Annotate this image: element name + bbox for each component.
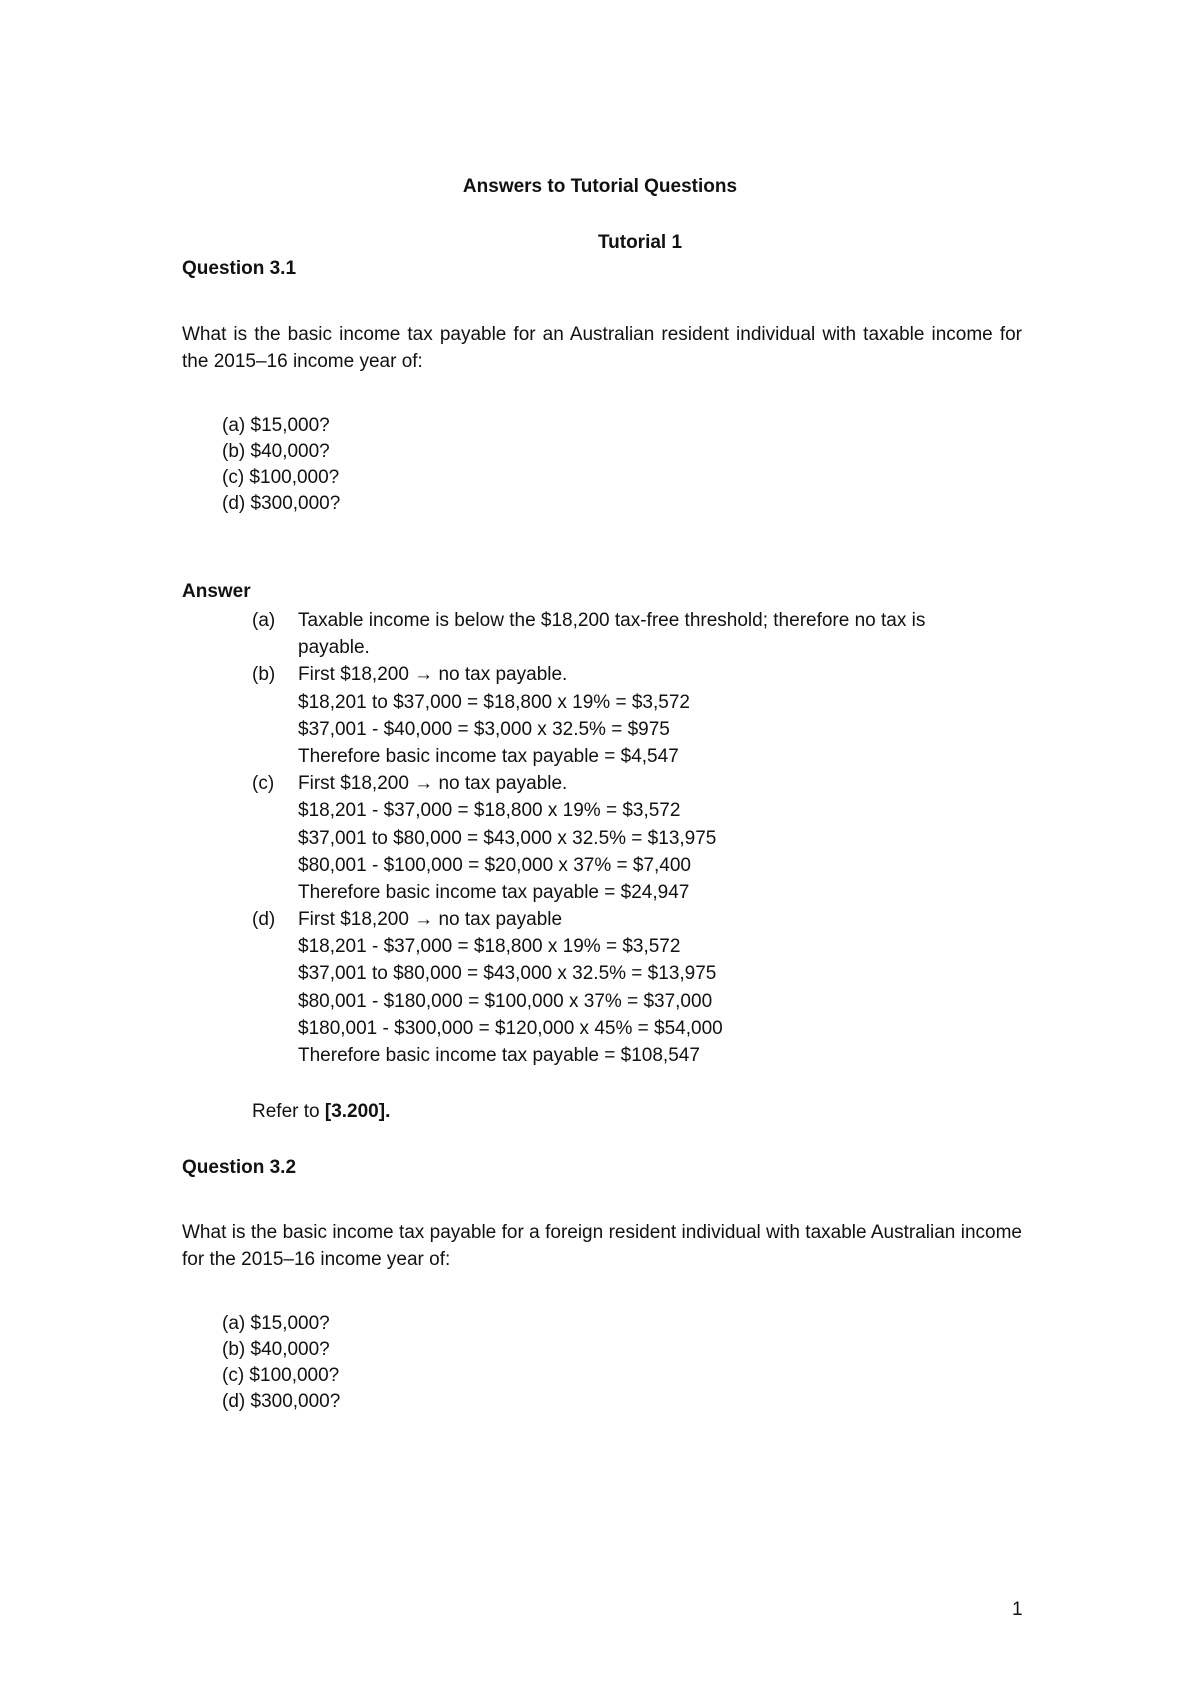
answer-item-label: (a) (252, 610, 276, 631)
answer-line: First $18,200 → no tax payable (298, 909, 563, 931)
question-2-option: (a) $15,000? (222, 1313, 330, 1334)
question-1-option: (b) $40,000? (222, 441, 330, 462)
question-1-options (222, 413, 340, 517)
document-title: Answers to Tutorial Questions (462, 176, 738, 197)
question-1-text: What is the basic income tax payable for an Australian resident individual with taxable income for the 2015–16 income year of: (182, 324, 1022, 372)
question-2-text: What is the basic income tax payable for a foreign resident individual with taxable Australian income for the 2015–16 income year of: (182, 1222, 1022, 1270)
document-subtitle: Tutorial 1 (597, 232, 683, 253)
answer-list (0, 607, 1200, 1069)
answer-line: $80,001 - $100,000 = $20,000 x 37% = $7,400 (298, 854, 691, 876)
answer-line: Taxable income is below the $18,200 tax-free threshold; therefore no tax is (298, 610, 926, 631)
refer-reference: [3.200]. (324, 1101, 391, 1122)
question-2-option: (d) $300,000? (222, 1391, 341, 1412)
refer-prefix: Refer to (252, 1101, 325, 1122)
answer-line: $37,001 to $80,000 = $43,000 x 32.5% = $13,975 (298, 827, 717, 849)
page-number: 1 (1012, 1599, 1023, 1620)
answer-line: $18,201 - $37,000 = $18,800 x 19% = $3,572 (298, 936, 681, 958)
answer-line: payable. (298, 637, 370, 659)
answer-line: $18,201 to $37,000 = $18,800 x 19% = $3,572 (298, 691, 690, 713)
question-1-option: (d) $300,000? (222, 493, 341, 514)
answer-line: $80,001 - $180,000 = $100,000 x 37% = $37,000 (298, 990, 713, 1012)
refer-note (252, 1101, 390, 1123)
answer-line: Therefore basic income tax payable = $4,547 (298, 745, 679, 767)
answer-heading: Answer (182, 581, 251, 602)
question-2-option: (b) $40,000? (222, 1339, 330, 1360)
question-2-option: (c) $100,000? (222, 1365, 340, 1386)
answer-item-label: (d) (252, 909, 276, 931)
answer-line: $37,001 to $80,000 = $43,000 x 32.5% = $13,975 (298, 963, 717, 985)
answer-line: Therefore basic income tax payable = $24,947 (298, 881, 690, 903)
answer-line: Therefore basic income tax payable = $108,547 (298, 1045, 700, 1066)
question-1-heading: Question 3.1 (182, 258, 297, 279)
answer-line: First $18,200 → no tax payable. (298, 664, 568, 686)
answer-line: First $18,200 → no tax payable. (298, 773, 568, 795)
question-2-options (222, 1311, 340, 1415)
question-1-option: (c) $100,000? (222, 467, 340, 488)
answer-item-label: (b) (252, 664, 276, 686)
answer-line: $37,001 - $40,000 = $3,000 x 32.5% = $975 (298, 718, 670, 740)
question-2-heading: Question 3.2 (182, 1157, 297, 1178)
question-1-option: (a) $15,000? (222, 415, 330, 436)
answer-item-label: (c) (252, 773, 275, 795)
answer-line: $18,201 - $37,000 = $18,800 x 19% = $3,572 (298, 800, 681, 822)
answer-line: $180,001 - $300,000 = $120,000 x 45% = $54,000 (298, 1017, 723, 1039)
